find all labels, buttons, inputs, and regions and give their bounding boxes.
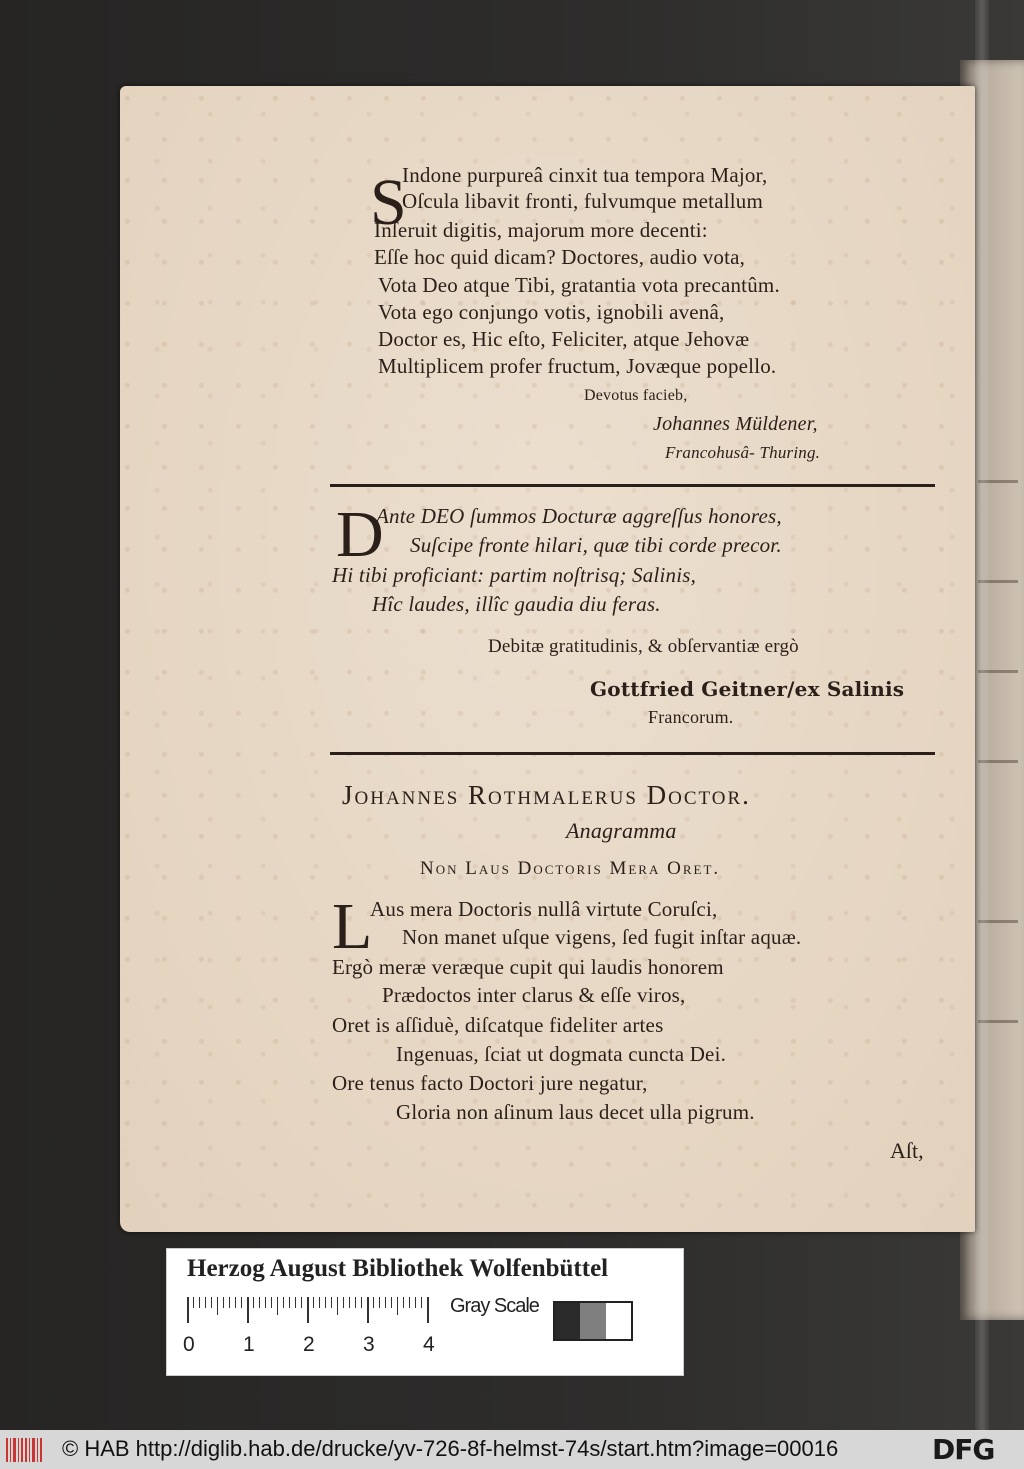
ruler-tick — [361, 1297, 362, 1308]
poem1-line-4: Eſſe hoc quid dicam? Doctores, audio vota, — [374, 245, 746, 269]
ruler-tick — [217, 1297, 218, 1315]
poem1-line-1: Indone purpureâ cinxit tua tempora Major, — [402, 163, 768, 187]
ruler-tick — [355, 1297, 356, 1308]
ruler-tick — [421, 1297, 422, 1308]
scanner-glass-edge — [975, 0, 989, 1430]
viewer-footer — [0, 1430, 1024, 1469]
ruler-tick — [385, 1297, 386, 1308]
barcode-bar — [6, 1438, 8, 1462]
poem1-line-6: Vota ego conjungo votis, ignobili avenâ, — [378, 300, 725, 324]
ruler-tick — [271, 1297, 272, 1308]
poem1-line-3: Inſeruit digitis, majorum more decenti: — [374, 218, 708, 242]
ruler-tick — [277, 1297, 278, 1315]
ruler-tick — [193, 1297, 194, 1308]
poem3-line-8: Gloria non aſinum laus decet ulla pigrum. — [396, 1100, 755, 1124]
poem1-author: Johannes Müldener, — [653, 413, 818, 435]
ruler-tick — [259, 1297, 260, 1308]
barcode-icon — [6, 1438, 48, 1462]
ruler-tick — [409, 1297, 410, 1308]
ruler-tick — [205, 1297, 206, 1308]
ruler-tick — [223, 1297, 224, 1308]
ruler-number-2: 2 — [303, 1333, 315, 1356]
poem1-line-2: Oſcula libavit fronti, fulvumque metallum — [402, 189, 764, 213]
ruler-tick — [283, 1297, 284, 1308]
gray-swatch — [580, 1303, 605, 1339]
ruler-tick — [247, 1297, 249, 1323]
ruler-tick — [343, 1297, 344, 1308]
poem1-line-8: Multiplicem profer fructum, Jovæque popello. — [378, 354, 777, 378]
barcode-bar — [25, 1438, 27, 1462]
poem1-dropcap: S — [370, 166, 407, 239]
poem3-line-6: Ingenuas, ſciat ut dogmata cuncta Dei. — [396, 1042, 727, 1066]
poem3-line-2: Non manet uſque vigens, ſed fugit inſtar aquæ. — [402, 925, 802, 949]
poem2-line-4: Hîc laudes, illîc gaudia diu feras. — [372, 592, 661, 616]
barcode-bar — [29, 1438, 30, 1462]
barcode-bar — [21, 1438, 23, 1462]
ruler-tick — [331, 1297, 332, 1308]
ruler-tick — [379, 1297, 380, 1308]
ruler-tick — [397, 1297, 398, 1315]
poem2-line-2: Suſcipe fronte hilari, quæ tibi corde precor. — [410, 533, 782, 557]
ruler-tick — [373, 1297, 374, 1308]
ruler-tick — [367, 1297, 369, 1323]
ruler-tick — [349, 1297, 350, 1308]
document-page — [120, 86, 975, 1232]
measurement-ruler — [187, 1297, 427, 1323]
ruler-tick — [229, 1297, 230, 1308]
poem3-line-4: Prædoctos inter clarus & eſſe viros, — [382, 983, 686, 1007]
gray-swatch — [555, 1303, 580, 1339]
catchword: Aſt, — [890, 1138, 924, 1163]
ruler-tick — [337, 1297, 338, 1315]
ruler-tick — [235, 1297, 236, 1308]
barcode-bar — [18, 1438, 19, 1462]
poem3-line-1: Aus mera Doctoris nullâ virtute Coruſci, — [370, 897, 718, 921]
poem3-line-5: Oret is aſſiduè, diſcatque fideliter artes — [332, 1013, 664, 1037]
ruler-tick — [415, 1297, 416, 1308]
poem2-origin: Francorum. — [648, 707, 734, 727]
barcode-bar — [37, 1438, 38, 1462]
ruler-tick — [319, 1297, 320, 1308]
poem2-line-3: Hi tibi proficiant: partim noſtrisq; Salinis, — [332, 563, 697, 587]
poem2-author: Gottfried Geitner/ex Salinis — [590, 677, 905, 701]
poem1-line-7: Doctor es, Hic eſto, Feliciter, atque Jehovæ — [378, 327, 750, 351]
separator-rule-2 — [330, 752, 935, 755]
separator-rule-1 — [330, 484, 935, 487]
ruler-number-1: 1 — [243, 1333, 255, 1356]
gray-scale-swatches — [553, 1301, 633, 1341]
ruler-tick — [187, 1297, 189, 1323]
ruler-tick — [325, 1297, 326, 1308]
ruler-tick — [313, 1297, 314, 1308]
poem1-line-5: Vota Deo atque Tibi, gratantia vota precantûm. — [378, 273, 780, 297]
ruler-tick — [265, 1297, 266, 1308]
barcode-bar — [40, 1438, 42, 1462]
poem3-line-3: Ergò meræ veræque cupit qui laudis honorem — [332, 955, 724, 979]
ruler-tick — [199, 1297, 200, 1308]
poem1-devotus: Devotus facieb, — [584, 387, 688, 404]
poem3-heading: Johannes Rothmalerus Doctor. — [342, 780, 751, 810]
ruler-tick — [307, 1297, 309, 1323]
poem2-line-1: Ante DEO ſummos Docturæ aggreſſus honores, — [376, 504, 782, 528]
library-name: Herzog August Bibliothek Wolfenbüttel — [187, 1255, 609, 1282]
gray-scale-label: Gray Scale — [450, 1295, 539, 1317]
ruler-tick — [253, 1297, 254, 1308]
poem2-dedication: Debitæ gratitudinis, & obſervantiæ ergò — [488, 636, 799, 657]
poem3-anagram: Non Laus Doctoris Mera Oret. — [420, 858, 721, 879]
ruler-tick — [427, 1297, 429, 1323]
poem1-origin: Francohusâ- Thuring. — [665, 443, 821, 462]
ruler-number-4: 4 — [423, 1333, 435, 1356]
barcode-bar — [32, 1438, 35, 1462]
poem2-dropcap: D — [336, 498, 384, 571]
ruler-tick — [295, 1297, 296, 1308]
poem3-dropcap: L — [332, 890, 373, 963]
ruler-tick — [403, 1297, 404, 1308]
ruler-tick — [391, 1297, 392, 1308]
copyright-url[interactable]: © HAB http://diglib.hab.de/drucke/yv-726-8f-helmst-74s/start.htm?image=00016 — [62, 1436, 839, 1461]
ruler-number-3: 3 — [363, 1333, 375, 1356]
ruler-tick — [241, 1297, 242, 1308]
poem3-line-7: Ore tenus facto Doctori jure negatur, — [332, 1071, 648, 1095]
barcode-bar — [10, 1438, 11, 1462]
dfg-logo: DFG — [932, 1433, 995, 1466]
ruler-tick — [301, 1297, 302, 1308]
gray-swatch — [606, 1303, 631, 1339]
barcode-bar — [13, 1438, 16, 1462]
ruler-number-0: 0 — [183, 1333, 195, 1356]
poem3-subheading: Anagramma — [566, 818, 677, 843]
ruler-tick — [289, 1297, 290, 1308]
library-color-card — [166, 1248, 684, 1376]
ruler-tick — [211, 1297, 212, 1308]
